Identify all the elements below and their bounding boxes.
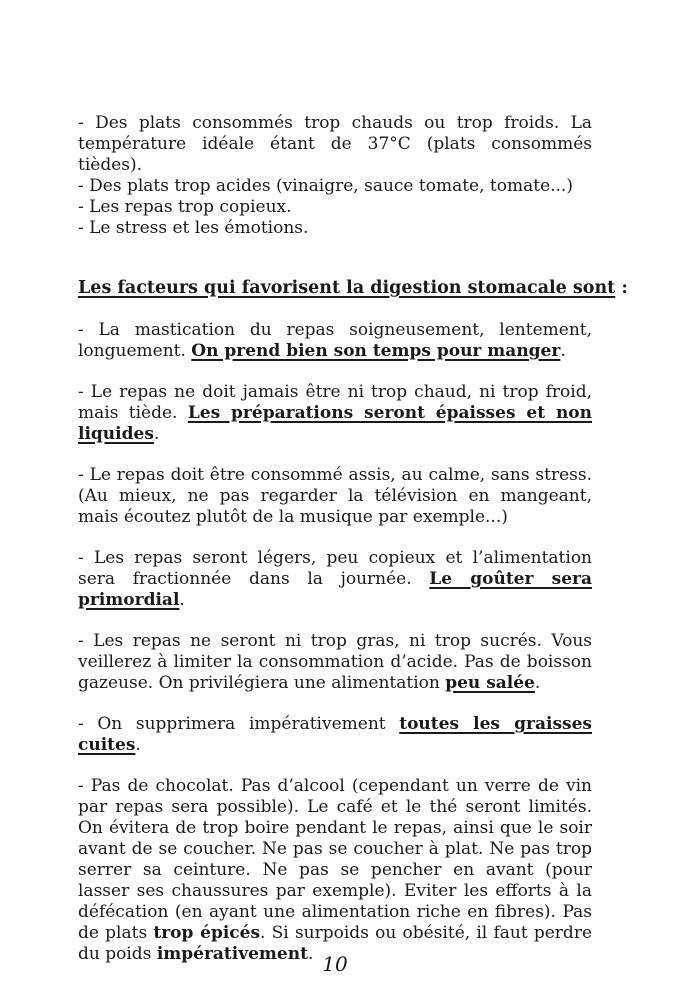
paragraph-chocolat [78,776,592,965]
paragraph-calme [78,465,592,528]
paragraph-graisses [78,714,592,756]
section-heading [78,276,628,300]
emphasis-text: peu salée [445,673,535,693]
intro-item: - Les repas trop copieux. [78,197,292,217]
emphasis-text: On prend bien son temps pour manger [191,341,561,361]
intro-item: - Des plats trop acides (vinaigre, sauce tomate, tomate...) [78,176,573,196]
paragraph-text: . [153,424,160,444]
page-number: 10 [322,952,348,976]
paragraph-text: . [179,590,185,610]
bold-text: trop épicés [153,923,261,943]
intro-list [78,113,592,239]
paragraph-gras [78,631,592,694]
paragraph-text: . Si surpoids ou obésité, il faut perdre du poids [78,923,593,964]
paragraph-text: . [135,735,141,755]
section-heading-underlined-text: Les facteurs qui favorisent la digestion stomacale sont [78,278,616,298]
paragraph-text: - On supprimera impérativement [78,714,400,734]
paragraph-legers [78,548,592,611]
paragraph-text: . [307,944,314,964]
paragraph-text: - Le repas ne doit jamais être ni trop chaud, ni trop froid, mais tiède. [78,382,592,423]
paragraph-text: - Le repas doit être consommé assis, au calme, sans stress. (Au mieux, ne pas regarder la télévision en mangeant, mais écoutez plutôt de la musique par exemple...) [78,465,592,527]
section-heading-colon: : [615,278,628,298]
paragraph-text: - Les repas seront légers, peu copieux et l’alimentation sera fractionnée dans la journée. [78,548,592,589]
paragraph-text: . [560,341,566,361]
emphasis-text: Le goûter sera primordial [78,569,592,610]
paragraph-text: - Pas de chocolat. Pas d’alcool (cependant un verre de vin par repas sera possible). Le café et le thé seront limités. On évitera de trop boire pendant le repas, ainsi que le soir avant de se coucher. Ne pas se coucher à plat. Ne pas trop serrer sa ceinture. Ne pas se pencher en avant (pour lasser ses chaussures par exemple). Eviter les efforts à la défécation (en ayant une alimentation riche en fibres). Pas de plats [78,776,592,943]
paragraph-text: - La mastication du repas soigneusement, lentement, longuement. [78,320,592,361]
bold-text: impérativement [156,944,308,964]
body-text [78,113,628,985]
paragraph-temperature [78,382,592,445]
emphasis-text: toutes les graisses cuites [78,714,592,755]
emphasis-text: Les préparations seront épaisses et non liquides [78,403,592,444]
paragraph-text: - Les repas ne seront ni trop gras, ni trop sucrés. Vous veillerez à limiter la consommation d’acide. Pas de boisson gazeuse. On privilégiera une alimentation [78,631,592,693]
paragraph-mastication [78,320,592,362]
intro-item: - Des plats consommés trop chauds ou trop froids. La température idéale étant de 37°C (plats consommés tièdes). [78,113,592,175]
paragraph-text: . [534,673,541,693]
intro-item: - Le stress et les émotions. [78,218,309,238]
